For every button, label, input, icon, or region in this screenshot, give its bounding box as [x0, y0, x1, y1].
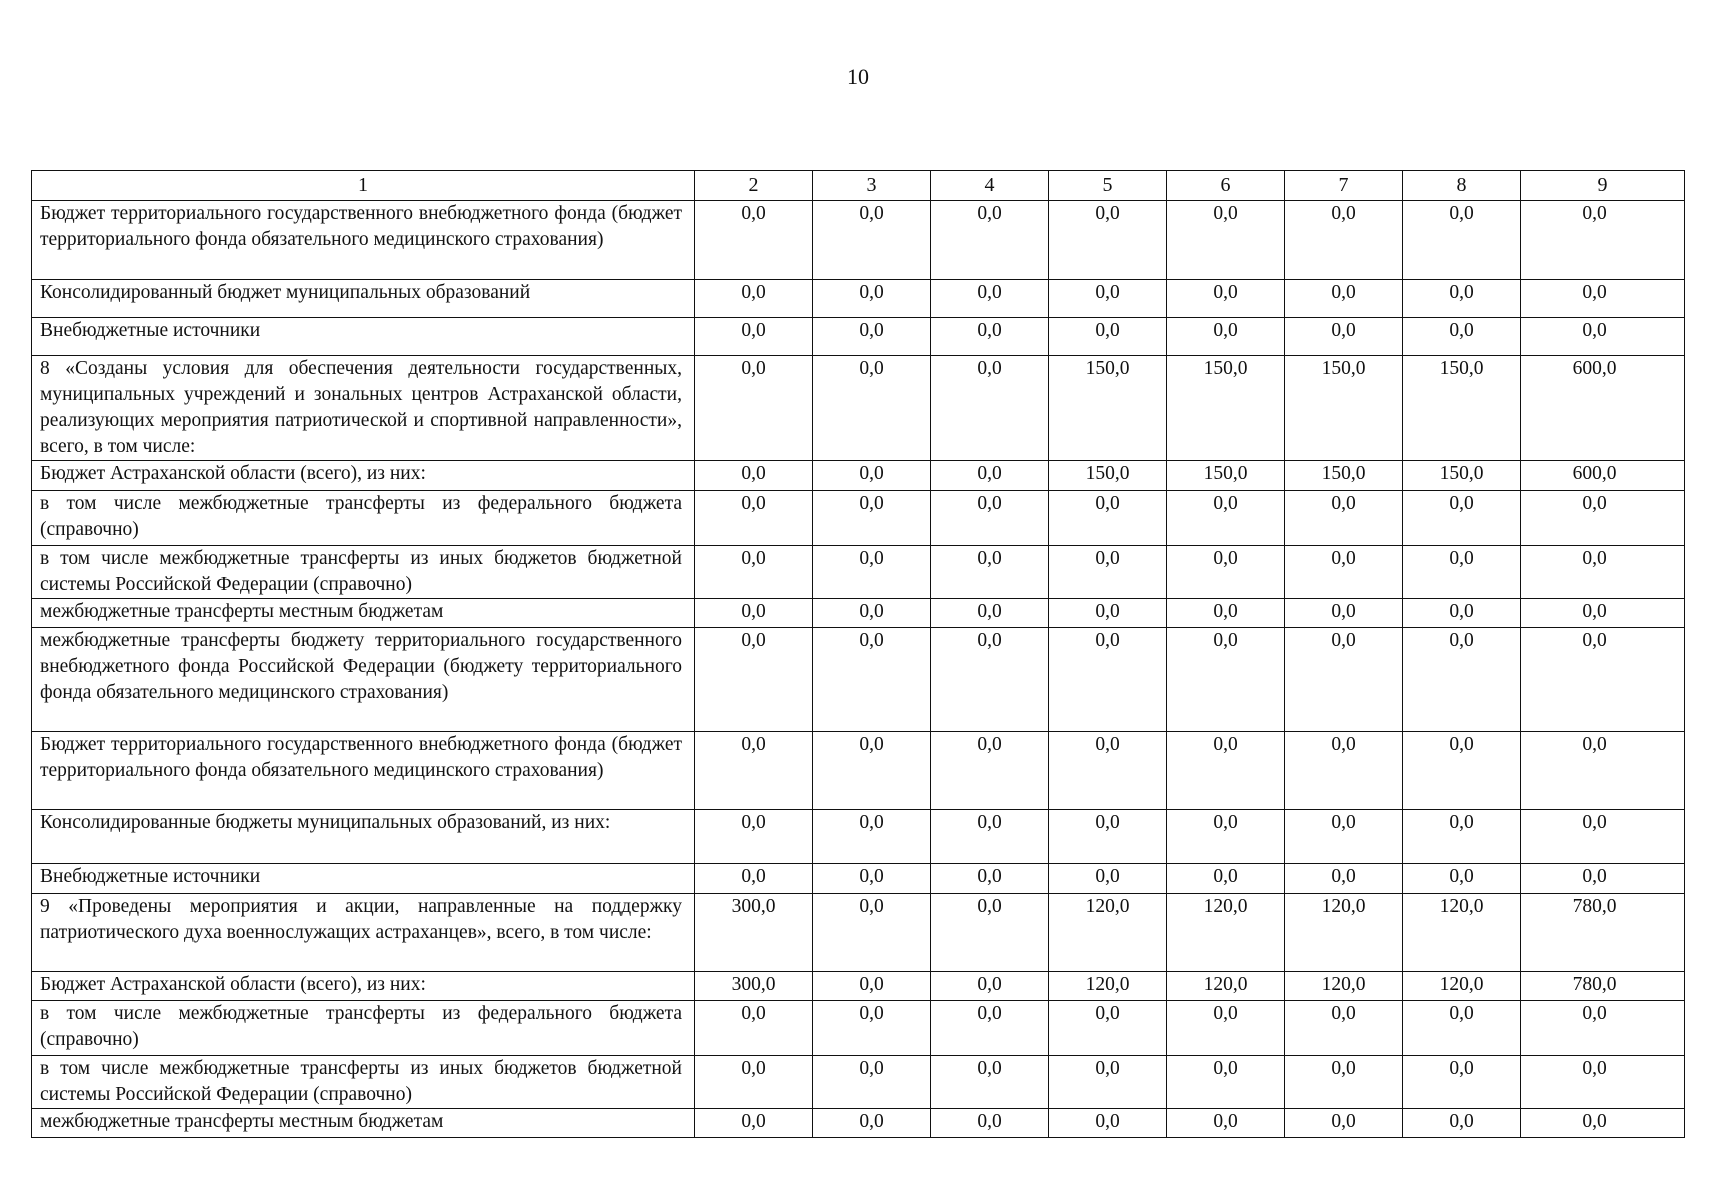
table-row: [32, 894, 1685, 972]
column-header: 8: [1403, 171, 1521, 201]
value-cell: 600,0: [1521, 356, 1685, 461]
value-cell: 0,0: [1167, 1056, 1285, 1109]
value-cell: 780,0: [1521, 894, 1685, 972]
row-label: Бюджет Астраханской области (всего), из них:: [32, 972, 695, 1001]
value-cell: 120,0: [1167, 894, 1285, 972]
value-cell: 0,0: [813, 1001, 931, 1056]
value-cell: 0,0: [1521, 1109, 1685, 1138]
value-cell: 0,0: [1521, 491, 1685, 546]
table-row: [32, 356, 1685, 461]
value-cell: 0,0: [1403, 1001, 1521, 1056]
value-cell: 120,0: [1285, 972, 1403, 1001]
table-row: [32, 628, 1685, 732]
value-cell: 0,0: [813, 599, 931, 628]
value-cell: 0,0: [1521, 810, 1685, 864]
value-cell: 0,0: [1049, 546, 1167, 599]
value-cell: 0,0: [813, 356, 931, 461]
value-cell: 0,0: [813, 318, 931, 356]
value-cell: 0,0: [1403, 599, 1521, 628]
row-label: 9 «Проведены мероприятия и акции, направленные на поддержку патриотического духа военнослужащих астраханцев», всего, в том числе:: [32, 894, 695, 972]
value-cell: 0,0: [695, 1109, 813, 1138]
value-cell: 120,0: [1403, 972, 1521, 1001]
value-cell: 0,0: [1285, 810, 1403, 864]
column-header: 1: [32, 171, 695, 201]
value-cell: 0,0: [1167, 1001, 1285, 1056]
value-cell: 0,0: [813, 732, 931, 810]
value-cell: 0,0: [813, 461, 931, 491]
table-row: [32, 1109, 1685, 1138]
value-cell: 0,0: [931, 318, 1049, 356]
row-label: Консолидированный бюджет муниципальных образований: [32, 280, 695, 318]
value-cell: 0,0: [813, 491, 931, 546]
value-cell: 0,0: [1049, 491, 1167, 546]
value-cell: 0,0: [1403, 280, 1521, 318]
value-cell: 150,0: [1403, 356, 1521, 461]
row-label: 8 «Созданы условия для обеспечения деятельности государственных, муниципальных учреждений и зональных центров Астраханской области, реализующих мероприятия патриотической и спортивной направленности», всего, в том числе:: [32, 356, 695, 461]
value-cell: 0,0: [1167, 599, 1285, 628]
value-cell: 0,0: [1167, 810, 1285, 864]
value-cell: 0,0: [695, 628, 813, 732]
value-cell: 0,0: [931, 628, 1049, 732]
value-cell: 0,0: [931, 732, 1049, 810]
value-cell: 120,0: [1167, 972, 1285, 1001]
value-cell: 150,0: [1167, 356, 1285, 461]
value-cell: 0,0: [931, 1001, 1049, 1056]
value-cell: 0,0: [1403, 1109, 1521, 1138]
value-cell: 0,0: [1049, 280, 1167, 318]
value-cell: 0,0: [1049, 864, 1167, 894]
value-cell: 0,0: [695, 599, 813, 628]
value-cell: 0,0: [695, 732, 813, 810]
value-cell: 0,0: [1049, 599, 1167, 628]
value-cell: 0,0: [695, 356, 813, 461]
value-cell: 0,0: [695, 461, 813, 491]
row-label: Бюджет территориального государственного внебюджетного фонда (бюджет территориального фонда обязательного медицинского страхования): [32, 732, 695, 810]
value-cell: 0,0: [931, 894, 1049, 972]
value-cell: 0,0: [1049, 1109, 1167, 1138]
value-cell: 0,0: [931, 356, 1049, 461]
value-cell: 0,0: [1521, 318, 1685, 356]
value-cell: 0,0: [931, 546, 1049, 599]
value-cell: 150,0: [1285, 356, 1403, 461]
row-label: в том числе межбюджетные трансферты из федерального бюджета (справочно): [32, 1001, 695, 1056]
value-cell: 0,0: [1049, 318, 1167, 356]
value-cell: 0,0: [1521, 732, 1685, 810]
value-cell: 0,0: [813, 864, 931, 894]
row-label: Консолидированные бюджеты муниципальных образований, из них:: [32, 810, 695, 864]
value-cell: 0,0: [931, 201, 1049, 280]
value-cell: 0,0: [931, 461, 1049, 491]
page-number: 10: [847, 64, 869, 89]
table-row: [32, 1056, 1685, 1109]
table-row: [32, 732, 1685, 810]
table-row: [32, 461, 1685, 491]
value-cell: 0,0: [1049, 1001, 1167, 1056]
value-cell: 0,0: [813, 280, 931, 318]
value-cell: 0,0: [1167, 628, 1285, 732]
value-cell: 0,0: [1167, 1109, 1285, 1138]
value-cell: 0,0: [813, 972, 931, 1001]
value-cell: 0,0: [1521, 628, 1685, 732]
value-cell: 0,0: [813, 1056, 931, 1109]
value-cell: 0,0: [1403, 1056, 1521, 1109]
value-cell: 0,0: [1285, 280, 1403, 318]
value-cell: 0,0: [1521, 546, 1685, 599]
value-cell: 150,0: [1167, 461, 1285, 491]
column-header: 4: [931, 171, 1049, 201]
value-cell: 0,0: [1285, 1109, 1403, 1138]
table-row: [32, 599, 1685, 628]
table-header-row: [32, 171, 1685, 201]
value-cell: 0,0: [695, 491, 813, 546]
column-header: 7: [1285, 171, 1403, 201]
value-cell: 0,0: [1285, 546, 1403, 599]
row-label: межбюджетные трансферты местным бюджетам: [32, 1109, 695, 1138]
value-cell: 0,0: [931, 864, 1049, 894]
value-cell: 0,0: [695, 1056, 813, 1109]
row-label: межбюджетные трансферты местным бюджетам: [32, 599, 695, 628]
value-cell: 0,0: [1403, 732, 1521, 810]
value-cell: 0,0: [1167, 280, 1285, 318]
table-body: [32, 201, 1685, 1138]
row-label: в том числе межбюджетные трансферты из федерального бюджета (справочно): [32, 491, 695, 546]
column-header: 3: [813, 171, 931, 201]
value-cell: 0,0: [1167, 732, 1285, 810]
table-row: [32, 1001, 1685, 1056]
value-cell: 0,0: [1403, 318, 1521, 356]
value-cell: 0,0: [1521, 280, 1685, 318]
value-cell: 0,0: [1403, 201, 1521, 280]
budget-table: [31, 170, 1685, 1138]
value-cell: 0,0: [1285, 732, 1403, 810]
value-cell: 0,0: [1521, 201, 1685, 280]
value-cell: 0,0: [813, 546, 931, 599]
column-header: 9: [1521, 171, 1685, 201]
value-cell: 0,0: [1049, 810, 1167, 864]
value-cell: 0,0: [1521, 599, 1685, 628]
row-label: Бюджет Астраханской области (всего), из них:: [32, 461, 695, 491]
value-cell: 0,0: [813, 628, 931, 732]
value-cell: 0,0: [695, 810, 813, 864]
value-cell: 0,0: [695, 1001, 813, 1056]
row-label: Внебюджетные источники: [32, 864, 695, 894]
value-cell: 0,0: [1167, 318, 1285, 356]
column-header: 5: [1049, 171, 1167, 201]
value-cell: 0,0: [1521, 1056, 1685, 1109]
table-row: [32, 318, 1685, 356]
value-cell: 780,0: [1521, 972, 1685, 1001]
value-cell: 120,0: [1403, 894, 1521, 972]
value-cell: 0,0: [1403, 491, 1521, 546]
table-row: [32, 280, 1685, 318]
value-cell: 0,0: [931, 1056, 1049, 1109]
table-row: [32, 972, 1685, 1001]
value-cell: 0,0: [1285, 201, 1403, 280]
table-row: [32, 864, 1685, 894]
value-cell: 0,0: [813, 201, 931, 280]
value-cell: 0,0: [1049, 1056, 1167, 1109]
value-cell: 0,0: [1167, 201, 1285, 280]
value-cell: 0,0: [813, 1109, 931, 1138]
value-cell: 0,0: [1285, 628, 1403, 732]
value-cell: 0,0: [931, 972, 1049, 1001]
value-cell: 0,0: [813, 810, 931, 864]
column-header: 6: [1167, 171, 1285, 201]
value-cell: 0,0: [1167, 491, 1285, 546]
row-label: в том числе межбюджетные трансферты из иных бюджетов бюджетной системы Российской Федерации (справочно): [32, 1056, 695, 1109]
value-cell: 0,0: [931, 599, 1049, 628]
table-row: [32, 201, 1685, 280]
value-cell: 0,0: [931, 810, 1049, 864]
value-cell: 0,0: [695, 318, 813, 356]
value-cell: 0,0: [1521, 1001, 1685, 1056]
table-row: [32, 810, 1685, 864]
value-cell: 150,0: [1285, 461, 1403, 491]
value-cell: 0,0: [1049, 201, 1167, 280]
value-cell: 0,0: [695, 280, 813, 318]
value-cell: 0,0: [813, 894, 931, 972]
value-cell: 300,0: [695, 894, 813, 972]
value-cell: 0,0: [1167, 546, 1285, 599]
value-cell: 0,0: [1521, 864, 1685, 894]
value-cell: 0,0: [1285, 864, 1403, 894]
value-cell: 300,0: [695, 972, 813, 1001]
row-label: Бюджет территориального государственного внебюджетного фонда (бюджет территориального фонда обязательного медицинского страхования): [32, 201, 695, 280]
table-row: [32, 546, 1685, 599]
value-cell: 120,0: [1285, 894, 1403, 972]
value-cell: 0,0: [1403, 628, 1521, 732]
value-cell: 0,0: [931, 491, 1049, 546]
value-cell: 0,0: [1285, 1001, 1403, 1056]
value-cell: 0,0: [1285, 491, 1403, 546]
value-cell: 0,0: [1167, 864, 1285, 894]
value-cell: 0,0: [931, 1109, 1049, 1138]
row-label: Внебюджетные источники: [32, 318, 695, 356]
value-cell: 0,0: [695, 201, 813, 280]
row-label: в том числе межбюджетные трансферты из иных бюджетов бюджетной системы Российской Федерации (справочно): [32, 546, 695, 599]
value-cell: 0,0: [695, 546, 813, 599]
value-cell: 0,0: [1049, 628, 1167, 732]
value-cell: 0,0: [1285, 599, 1403, 628]
value-cell: 0,0: [1403, 810, 1521, 864]
table-row: [32, 491, 1685, 546]
value-cell: 150,0: [1403, 461, 1521, 491]
value-cell: 0,0: [1285, 1056, 1403, 1109]
value-cell: 120,0: [1049, 972, 1167, 1001]
column-header: 2: [695, 171, 813, 201]
value-cell: 120,0: [1049, 894, 1167, 972]
value-cell: 0,0: [1049, 732, 1167, 810]
value-cell: 0,0: [1403, 864, 1521, 894]
value-cell: 0,0: [1403, 546, 1521, 599]
value-cell: 0,0: [695, 864, 813, 894]
value-cell: 600,0: [1521, 461, 1685, 491]
value-cell: 0,0: [1285, 318, 1403, 356]
value-cell: 150,0: [1049, 356, 1167, 461]
value-cell: 150,0: [1049, 461, 1167, 491]
row-label: межбюджетные трансферты бюджету территориального государственного внебюджетного фонда Российской Федерации (бюджету территориального фонда обязательного медицинского страхования): [32, 628, 695, 732]
value-cell: 0,0: [931, 280, 1049, 318]
